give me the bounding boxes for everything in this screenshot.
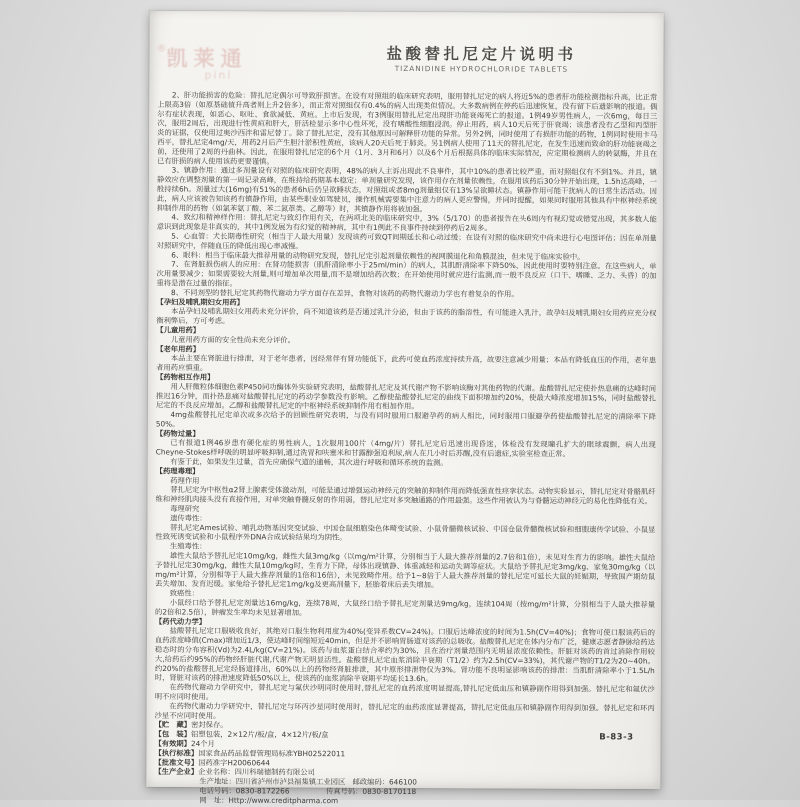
detail-line: 生产地址：四川省泸州市泸县福集镇工业园区 邮政编码：646100 [199, 777, 417, 787]
paragraph: 雄性大鼠给予替扎尼定10mg/kg，雌性大鼠3mg/kg（以mg/m²计算，分别相当于人最大推荐剂量的2.7倍和1倍），未见对生育力的影响。雄性大鼠给予替扎尼定30mg/kg，雌性大鼠10mg/kg时，生育力下降，母体出现镇静、体重减轻和运动失调等症状。大鼠给予替扎尼定3mg/kg、家兔30mg/kg（以mg/m²计算，分别相等于人最大推荐剂量的1倍和16倍），未见致畸作用。给予1~8倍于人最大推荐剂量的替扎尼定可延长大鼠的妊娠期，导致围产期幼鼠丢失增加、发育迟缓。家兔给予替扎尼定1mg/kg及更高剂量下，胚胎着床后丢失增加。 [155, 551, 656, 590]
paragraph: 有鉴于此，如果发生过量，首先应确保气道的通畅，其次进行呼吸和循环系统的监测。 [170, 457, 448, 468]
document-body [154, 90, 658, 806]
labeled-line: 【生产企业】企业名称：四川科瑞德制药有限公司 [154, 767, 315, 777]
paragraph: 6、眼科：相当于临床最大推荐用量的动物研究发现，替扎尼定引起剂量依赖性的视网膜退化和角膜混浊，但未见于临床实验中。 [171, 250, 585, 262]
field-label: 【贮 藏】 [154, 720, 192, 730]
field-label: 【老年用药】 [156, 344, 201, 354]
paragraph: 本品主要在肾脏进行排泄，对于老年患者，因经常伴有肾功能低下，此药可使血药浓度持续升高，故要注意减少用量；本品有降低血压的作用，老年患者用药应慎重。 [156, 354, 657, 373]
form-code: B-83-3 [599, 731, 634, 743]
field-label: 【药理毒理】 [155, 466, 200, 476]
field-label: 【孕妇及哺乳期妇女用药】 [156, 297, 245, 307]
paragraph: 生殖毒性： [169, 542, 207, 551]
detail-line: 电话号码：0830-8172266 传真号码：0830-8170118 [199, 786, 417, 797]
paragraph: 4、致幻和精神样作用：替扎尼定与致幻作用有关，在两项北美的临床研究中，3%（5/170）的患者报告在头6周内有视幻觉或错觉出现，其多数人能意识到此现象是非真实的，其中1例发展为有幻觉的精神病，其中有1例此不良事件持续到停药后2周多。 [156, 213, 657, 233]
paragraph: 小鼠经口给予替扎尼定剂量达16mg/kg，连续78周，大鼠经口给予替扎尼定剂量达9mg/kg，连续104周（按mg/m²计算，分别相当于人最大推荐量的2倍和2.5倍），肿瘤发生率均未见显著增加。 [155, 598, 656, 617]
paragraph: 在药物代谢动力学研究中，替扎尼定与氟伏沙明同时使用时,替扎尼定的血药浓度明显提高,替扎尼定低血压和镇静副作用得到加强。替扎尼定和氟伏沙明不应同时使用。 [154, 683, 655, 702]
paragraph: 药理作用 [170, 476, 200, 485]
paragraph: 致癌性： [169, 589, 199, 598]
field-label: 【药物相互作用】 [156, 372, 215, 382]
paragraph: 2、肝功能损害的危险：替扎尼定偶尔可导致肝损害。在设有对照组的临床研究表明，服用替扎尼定的病人将近5%的患者肝功能检测指标升高，比正常上限高3倍（如原基础值升高者则上升2倍多），而正常对照组仅有0.4%的病人出现类似情况。大多数病例在停药后迅速恢复，没有留下后遗影响的报道。偶尔有症状表现，如恶心、呕吐、食欲减低、黄疸。上市后发现，有3例服用替扎尼定出现肝功能衰竭死亡的报道。1例49岁男性病人，一次6mg，每日三次，服用2周后，出现进行性黄疸和肝大，肝活检显示多中心性坏死，没有嗜酸性细胞浸润。停止用药，病人10天后死于肝衰竭；该患者没有乙型和丙型肝炎的证据，仅使用过奥沙西泮和雷尼替丁。除了替扎尼定，没有其他原因可解释肝功能的异常。另外2例，同时使用了有损肝功能的药物，1例同时使用卡马西平，替扎尼定4mg/天，用药2月后产生胆汁淤积性黄疸，该病人20天后死于肺炎。另1例病人使用了11天的替扎尼定，在发生迅速而致命的肝功能衰竭之前，还使用了2周的丹曲林。因此，在服用替扎尼定的6个月（1月、3月和6月）以及6个月后根据具体的临床实际情况，应定期检测病人的转氨酶，并且在已有肝损的病人使用该药更要谨慎。 [157, 90, 658, 166]
package-insert-page [146, 11, 663, 806]
labeled-line: 【有效期】24个月 [154, 739, 215, 749]
field-label: 【生产企业】 [154, 767, 199, 777]
field-label: 【药代动力学】 [155, 617, 207, 626]
paragraph: 本品孕妇及哺乳期妇女用药未充分评价，尚不知道该药是否通过乳汁分泌，但由于该药的脂溶性，有可能进入乳汁，故孕妇及哺乳期妇女用药应充分权衡利弊后，方可考虑。 [156, 307, 657, 326]
paragraph: 8、不同剂型的替扎尼定其药物代谢动力学方面存在差异，食物对该药的药物代谢动力学也有着复杂的作用。 [171, 288, 519, 299]
field-label: 【有效期】 [154, 739, 192, 749]
page-content [146, 11, 663, 806]
paragraph: 4mg盐酸替扎尼定单次或多次给予的回顾性研究表明，与没有同时服用口服避孕药的病人相比，同时服用口服避孕药使盐酸替扎尼定的清除率下降50%。 [155, 410, 656, 429]
field-label: 【儿童用药】 [156, 325, 201, 335]
paragraph: 毒理研究 [170, 504, 200, 514]
paragraph: 替扎尼定为中枢性α2肾上腺素受体激动剂，可能是通过增强运动神经元的突触前抑制作用而降低强直性痉挛状态。动物实验显示，替扎尼定对骨骼肌纤维和神经肌肉接头没有直接作用，对单突触脊髓反射的作用弱，替扎尼定对多突触通路的作用最强。这些作用被认为与脊髓运动神经元的易化性降低有关。 [155, 485, 656, 506]
document-title: 盐酸替扎尼定片说明书 [386, 44, 577, 64]
field-label: 【执行标准】 [154, 748, 199, 758]
labeled-line: 【批准文号】国药准字H20060644 [154, 758, 271, 768]
paragraph: 已有报道1例46岁患有硬化症的男性病人，1次服用100片（4mg/片）替扎尼定后迅速出现昏迷，体检没有发现瞳孔扩大的眼球震颤，病人出现Cheyne-Stokes样呼吸的明显呼吸抑制,通过洗胃和呋塞米和甘露醇强迫利尿,病人在几小时后苏醒,没有后遗症,实验室检查正常。 [155, 438, 656, 459]
paragraph: 在药物代谢动力学研究中，替扎尼定与环丙沙星同时使用时，替扎尼定的血药浓度显著提高，替扎尼定低血压和镇静副作用得到加强。替扎尼定和环丙沙星不应同时使用。 [154, 701, 655, 720]
field-label: 【包 装】 [154, 730, 192, 739]
labeled-line: 【贮 藏】密封保存。 [154, 720, 228, 730]
document-title-block [149, 40, 663, 74]
paragraph: 盐酸替扎尼定口服吸收良好，其绝对口服生物利用度为40%(变异系数CV=24%)。口服后达峰浓度的时间为1.5h(CV=40%)；食物可使口服该药后的血药浓度峰值(Cmax)增加近1/3，使达峰时间缩短近40min，但是并不影响胃肠道对该药的总吸收。盐酸替扎尼定在体内分布广泛，健康志愿者静脉给药达稳态时的分布容积(Vd)为2.4L/kg(CV=21%)。该药与血浆蛋白结合率约为30%，且在治疗剂量范围内无明显浓度依赖性。肝脏对该药的首过消除作用较大,给药后约95%的药物经肝脏代谢,代谢产物无明显活性。盐酸替扎尼定血浆消除半衰期（T1/2）约为2.5h(CV=33%)，其代谢产物的T1/2为20~40h。约20%的盐酸替扎尼定经肠道排出，60%以上的药物经肾脏排泄，其中原形排泄物仅为3%。肾功能不良明显影响该药的排泄：当肌酐清除率小于1.5L/h时，肾脏对该药的排泄速度降低50%以上，使该药的血浆消除半衰期平均延长13.6h。 [154, 626, 656, 684]
brand-watermark-text: 凯莱通 [166, 45, 248, 71]
paragraph: 替扎尼定Ames试验、哺乳动物基因突变试验、中国仓鼠细胞染色体畸变试验、小鼠骨髓微核试验、中国仓鼠骨髓微核试验和细胞遗传学试验、小鼠显性致死诱变试验和小鼠程序外DNA合成试验结果均为阴性。 [155, 523, 656, 542]
paragraph: 3、镇静作用：通过多剂量设有对照的临床研究表明，48%的病人主诉出现此不良事件，其中10%的患者比较严重，而对照组仅有不到1%。并且，镇静效应在调整剂量的第一周记录高峰，在维持给药期基本稳定；单剂量研究发现，该作用存在剂量依赖性，在服用该药后30分钟开始出现，1.5h达高峰，一般持续6h。剂量过大(16mg)有51%的患者6h后仍呈欲睡状态，对照组或者8mg剂量组仅有13%呈欲睡状态。镇静作用可能干扰病人的日常生活活动。因此，病人应该被告知该药有镇静作用，由某些职业如驾驶员，操作机械需要集中注意力的病人更应警惕，并同时提醒，如果同时服用其他具有中枢神经系统抑制作用的药物（如氯苯氨丁酸、苯二氮䓬类、乙醇等）时，其镇静作用将被加强。 [156, 166, 658, 214]
labeled-line: 【包 装】铝塑包装，2×12片/板/盒，4×12片/板/盒 [154, 730, 329, 740]
registered-trademark-icon: ® [156, 41, 167, 54]
detail-line: 网 址：Http://www.creditpharma.com [199, 795, 339, 806]
paragraph: 用人肝微粒体细胞色素P450同功酶体外实验研究表明，盐酸替扎尼定及其代谢产物不影响该酶对其他药物的代谢。盐酸替扎尼定使扑热息痛的达峰时间推迟16分钟，而扑热息痛对盐酸替扎尼定的药动学参数没有影响。乙醇使盐酸替扎尼定的曲线下面积增加约20%，使最大峰浓度增加15%，同时盐酸替扎尼定的不良反应增加。乙醇和盐酸替扎尼定的中枢神经系统抑制作用有相加作用。 [155, 382, 657, 411]
paragraph: 遗传毒性： [170, 513, 207, 523]
paragraph: 5、心血管：犬长期毒性研究（相当于人最大用量）发现该药可致QT间期延长和心动过缓；在设有对照的临床研究中尚未进行心电图评估；因在单剂量对照研究中，伴随血压的降低出现心率减慢。 [156, 231, 657, 251]
labeled-line: 【执行标准】国家食品药品监督管理局标准YBH02522011 [154, 748, 346, 759]
paragraph: 7、在肾脏损伤病人的应用：在肾功能损害（肌酐清除率小于25ml/min）的病人，其肌酐清除率下降50%，因此使用时要特别注意。在这些病人，单次用量要减少；如果需要较大剂量,则可增加单次用量,而不是增加给药次数；在开始使用时就应进行监测,而一般不良反应（口干、嗜睡、乏力、头昏）的加重将是潜在过量的指征。 [156, 260, 657, 288]
document-subtitle: TIZANIDINE HYDROCHLORIDE TABLETS [394, 64, 569, 74]
paragraph: 儿童用药方面的安全性尚未充分评价。 [170, 335, 295, 345]
field-label: 【药物过量】 [155, 429, 200, 438]
field-label: 【批准文号】 [154, 758, 199, 767]
brand-watermark-subtext: pinl [204, 69, 233, 82]
